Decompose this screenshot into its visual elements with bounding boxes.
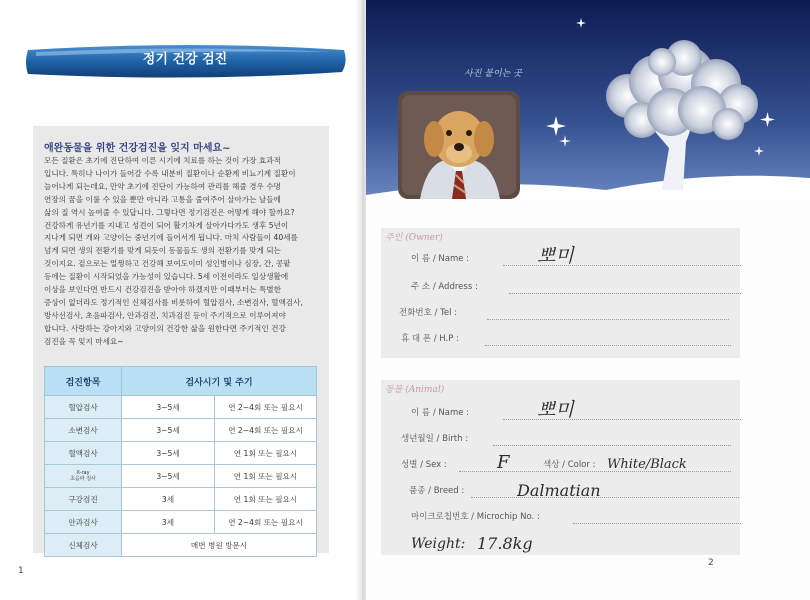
table-header-schedule: 검사시기 및 주기 <box>122 367 317 396</box>
body-line: 방사선검사, 초음파검사, 안과검진, 치과검진 등이 주기적으로 이루어져야 <box>44 310 286 320</box>
table-row <box>45 396 317 419</box>
animal-color-label: 색상 / Color : <box>543 460 596 470</box>
advice-headline: 애완동물을 위한 건강검진을 잊지 마세요~ <box>44 143 231 154</box>
body-line: 등에는 질환이 시작되었을 가능성이 있습니다. 5세 이전이라도 일상생활에 <box>44 272 289 282</box>
owner-tel-line <box>487 319 729 320</box>
exam-cycle: 연 1회 또는 필요시 <box>215 442 317 465</box>
body-line: 늘어나게 되는데요, 만약 초기에 진단이 가능하여 관리를 해줄 경우 수명 <box>44 181 281 191</box>
owner-hp-label: 휴 대 폰 / H.P : <box>401 334 459 344</box>
exam-cycle: 연 2~4회 또는 필요시 <box>215 511 317 534</box>
body-line: 이상을 보인다면 반드시 건강검진을 받아야 하겠지만 이때부터는 특별한 <box>44 285 281 295</box>
exam-age: 3~5세 <box>122 465 215 488</box>
animal-birth-label: 생년월일 / Birth : <box>401 434 469 444</box>
animal-birth-field[interactable] <box>401 426 731 446</box>
animal-section <box>381 380 740 555</box>
animal-microchip-field[interactable] <box>411 504 741 524</box>
animal-section-label: 동물 (Animal) <box>385 385 445 395</box>
banner-title: 정기 건강 검진 <box>142 52 228 67</box>
exam-item-xray: X-ray <box>76 470 90 476</box>
exam-item: 소변검사 <box>45 419 122 442</box>
exam-age: 3~5세 <box>122 419 215 442</box>
exam-age: 3세 <box>122 488 215 511</box>
owner-section-label: 주인 (Owner) <box>385 233 443 243</box>
animal-breed-handwritten: Dalmatian <box>517 481 601 500</box>
exam-age: 3~5세 <box>122 442 215 465</box>
body-line: 검진을 꼭 잊지 마세요~ <box>44 336 124 346</box>
animal-name-handwritten: 뽀미 <box>537 399 574 421</box>
owner-address-field[interactable] <box>411 274 741 294</box>
owner-hp-field[interactable] <box>401 326 731 346</box>
exam-cycle: 연 1회 또는 필요시 <box>215 465 317 488</box>
animal-weight-field[interactable] <box>411 530 741 553</box>
owner-name-field[interactable] <box>411 246 741 266</box>
owner-hp-line <box>485 345 731 346</box>
owner-address-line <box>509 293 741 294</box>
photo-caption: 사진 붙이는 곳 <box>464 69 522 79</box>
animal-microchip-label: 마이크로칩번호 / Microchip No. : <box>411 512 540 522</box>
advice-body <box>44 155 326 349</box>
animal-microchip-line <box>573 523 741 524</box>
body-line: 입니다. 특히나 나이가 들어갈 수록 내분비 질환이나 순환계 비뇨기계 질환이 <box>44 168 296 178</box>
animal-name-field[interactable] <box>411 400 741 420</box>
exam-item: 혈압검사 <box>45 396 122 419</box>
owner-section <box>381 228 740 358</box>
table-row <box>45 534 317 557</box>
animal-name-label: 이 름 / Name : <box>411 408 470 418</box>
body-line: 넘게 되면 생의 전환기를 맞게 되듯이 동물들도 생의 전환기를 맞게 되는 <box>44 246 281 256</box>
table-header-item: 검진항목 <box>45 367 122 396</box>
body-line: 지나게 되면 개와 고양이는 중년기에 들어서게 됩니다. 마치 사람들이 40세를 <box>44 233 298 243</box>
page-number-right: 2 <box>708 558 714 568</box>
table-row <box>45 442 317 465</box>
owner-address-label: 주 소 / Address : <box>411 282 478 292</box>
animal-sex-line <box>459 471 731 472</box>
body-line: 삶의 질 역시 높여줄 수 있답니다. 그렇다면 정기검진은 어떻게 해야 할까요? <box>44 207 295 217</box>
body-line: 것이지요. 겉으로는 멀쩡하고 건강해 보여도이미 성인병이나 심장, 간, 콩팥 <box>44 259 291 269</box>
exam-item-ultrasound: 초음파 검사 <box>70 476 96 482</box>
animal-color-handwritten: White/Black <box>607 457 687 472</box>
body-line: 연장의 꿈을 이룰 수 있을 뿐만 아니라 고통을 줄여주어 살아가는 날들에 <box>44 194 281 204</box>
owner-name-label: 이 름 / Name : <box>411 254 470 264</box>
exam-cycle: 연 1회 또는 필요시 <box>215 488 317 511</box>
owner-name-handwritten: 뽀미 <box>537 245 574 267</box>
exam-cycle-merged: 매번 병원 방문시 <box>122 534 317 557</box>
exam-age: 3세 <box>122 511 215 534</box>
animal-birth-line <box>493 445 731 446</box>
owner-tel-label: 전화번호 / Tel : <box>399 308 458 318</box>
body-line: 모든 질환은 초기에 진단하여 이른 시기에 치료를 하는 것이 가장 효과적 <box>44 156 281 165</box>
table-row <box>45 488 317 511</box>
owner-tel-field[interactable] <box>399 300 729 320</box>
animal-breed-field[interactable] <box>409 478 739 498</box>
animal-sex-color-field[interactable] <box>401 452 731 472</box>
exam-cycle: 연 2~4회 또는 필요시 <box>215 419 317 442</box>
table-row <box>45 511 317 534</box>
animal-weight-handwritten: 17.8kg <box>477 534 533 553</box>
exam-item: 신체검사 <box>45 534 122 557</box>
animal-sex-label: 성별 / Sex : <box>401 460 447 470</box>
animal-sex-handwritten: F <box>497 452 510 473</box>
animal-breed-label: 품종 / Breed : <box>409 486 465 496</box>
body-line: 증상이 없더라도 정기적인 신체검사를 비롯하여 혈압검사, 소변검사, 혈액검사, <box>44 297 303 307</box>
animal-breed-line <box>471 497 739 498</box>
body-line: 합니다. 사랑하는 강아지와 고양이의 건강한 삶을 원한다면 주기적인 건강 <box>44 323 286 333</box>
exam-schedule-table <box>44 366 317 557</box>
exam-item <box>45 465 122 488</box>
animal-weight-label: Weight: <box>411 536 466 552</box>
exam-item: 안과검사 <box>45 511 122 534</box>
body-line: 건강하게 유년기를 지내고 성견이 되어 활기차게 살아가다가도 생후 5년이 <box>44 220 289 230</box>
exam-cycle: 연 2~4회 또는 필요시 <box>215 396 317 419</box>
exam-item: 구강검진 <box>45 488 122 511</box>
exam-age: 3~5세 <box>122 396 215 419</box>
page-number-left: 1 <box>18 566 24 576</box>
table-row <box>45 465 317 488</box>
table-row <box>45 419 317 442</box>
exam-item: 혈액검사 <box>45 442 122 465</box>
dog-photo <box>398 91 520 199</box>
